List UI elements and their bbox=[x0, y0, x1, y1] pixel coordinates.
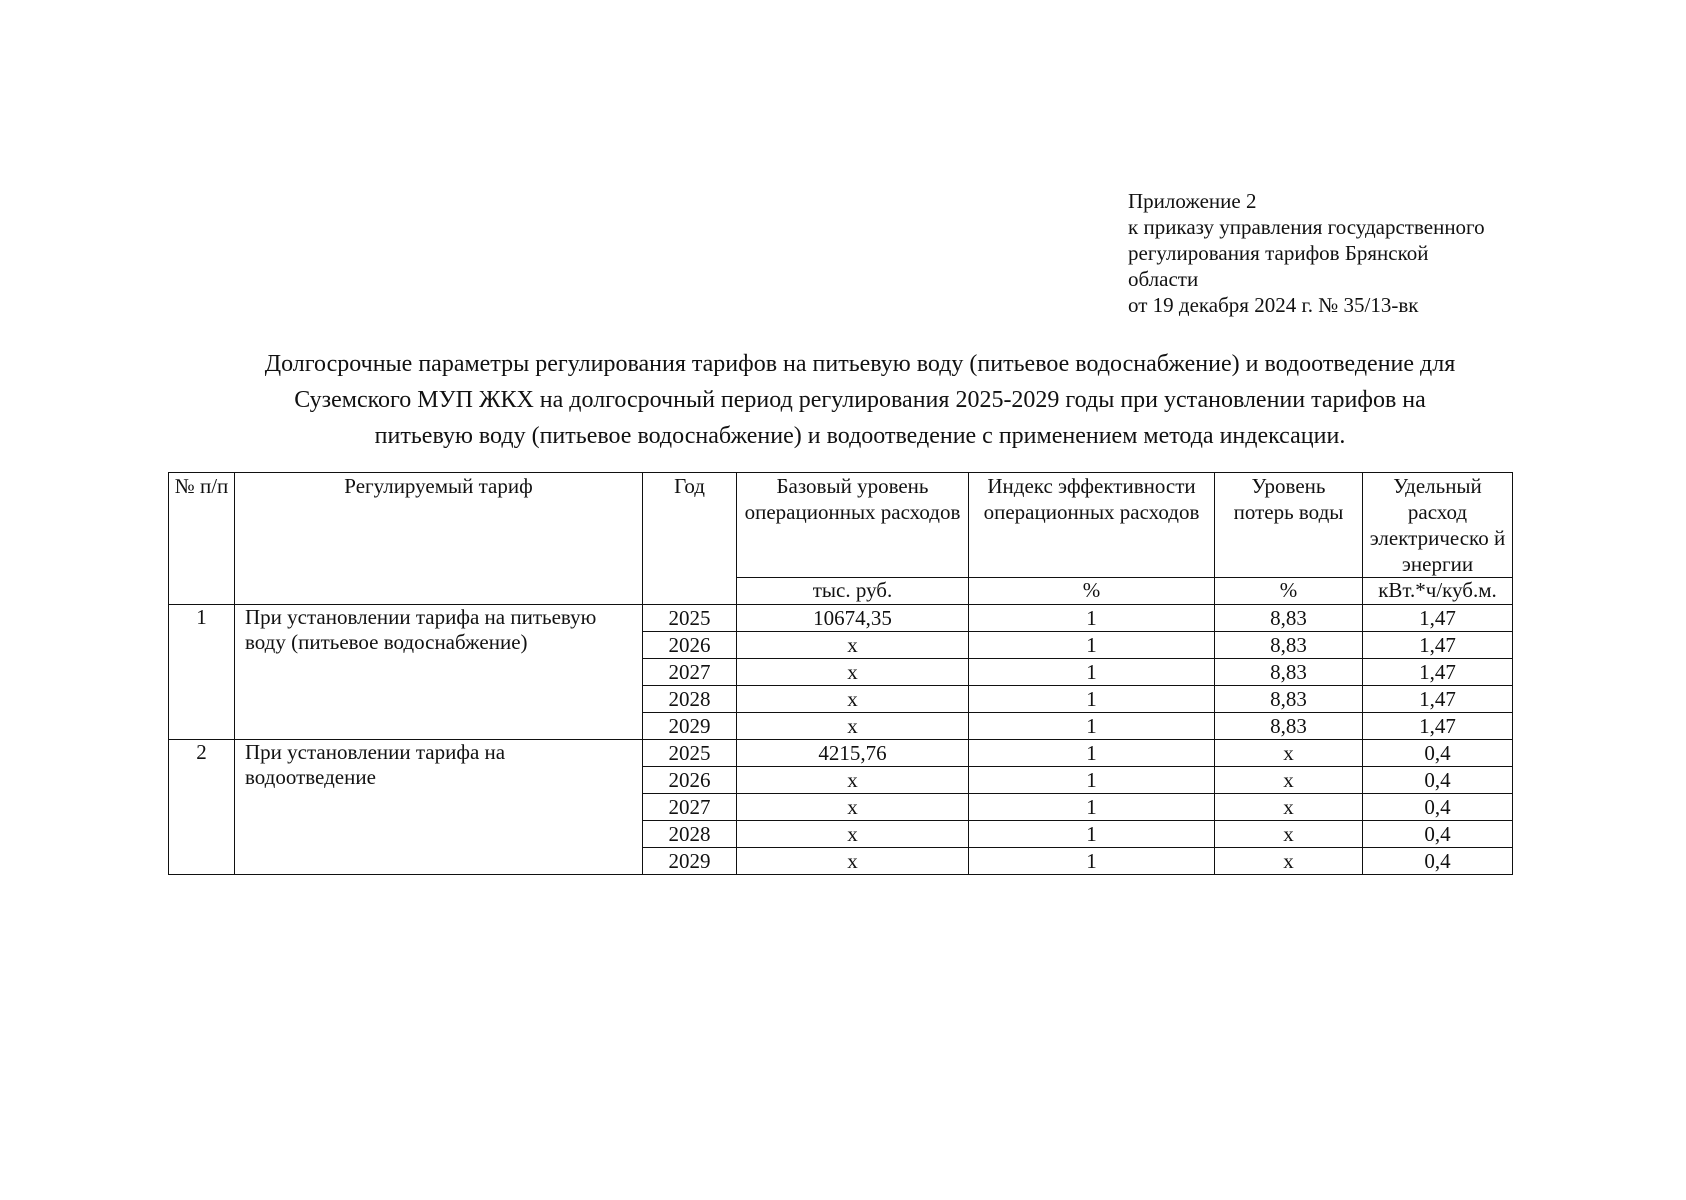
header-water-loss: Уровень потерь воды bbox=[1215, 473, 1363, 578]
cell-efficiency-index: 1 bbox=[969, 821, 1215, 848]
cell-energy-consumption: 0,4 bbox=[1363, 794, 1513, 821]
cell-year: 2025 bbox=[643, 605, 737, 632]
document-title bbox=[150, 346, 1570, 454]
unit-energy-consumption: кВт.*ч/куб.м. bbox=[1363, 578, 1513, 605]
cell-water-loss: х bbox=[1215, 794, 1363, 821]
cell-year: 2026 bbox=[643, 632, 737, 659]
cell-efficiency-index: 1 bbox=[969, 713, 1215, 740]
cell-year: 2027 bbox=[643, 659, 737, 686]
row-number: 2 bbox=[169, 740, 235, 875]
unit-base-level: тыс. руб. bbox=[737, 578, 969, 605]
header-row bbox=[169, 473, 1513, 578]
cell-energy-consumption: 1,47 bbox=[1363, 632, 1513, 659]
cell-efficiency-index: 1 bbox=[969, 632, 1215, 659]
cell-base-level: х bbox=[737, 686, 969, 713]
appendix-line: от 19 декабря 2024 г. № 35/13-вк bbox=[1128, 293, 1419, 317]
cell-energy-consumption: 1,47 bbox=[1363, 713, 1513, 740]
title-line: питьевую воду (питьевое водоснабжение) и водоотведение с применением метода индексации. bbox=[374, 423, 1346, 449]
header-number: № п/п bbox=[169, 473, 235, 605]
cell-water-loss: 8,83 bbox=[1215, 713, 1363, 740]
cell-water-loss: х bbox=[1215, 767, 1363, 794]
header-tariff: Регулируемый тариф bbox=[235, 473, 643, 605]
cell-efficiency-index: 1 bbox=[969, 659, 1215, 686]
cell-efficiency-index: 1 bbox=[969, 605, 1215, 632]
header-base-level: Базовый уровень операционных расходов bbox=[737, 473, 969, 578]
cell-year: 2029 bbox=[643, 848, 737, 875]
header-year: Год bbox=[643, 473, 737, 605]
cell-year: 2025 bbox=[643, 740, 737, 767]
cell-year: 2027 bbox=[643, 794, 737, 821]
row-number: 1 bbox=[169, 605, 235, 740]
unit-water-loss: % bbox=[1215, 578, 1363, 605]
appendix-line: к приказу управления государственного bbox=[1128, 215, 1485, 239]
cell-base-level: 4215,76 bbox=[737, 740, 969, 767]
header-energy-consumption: Удельный расход электрическо й энергии bbox=[1363, 473, 1513, 578]
table-row bbox=[169, 740, 1513, 767]
cell-energy-consumption: 0,4 bbox=[1363, 740, 1513, 767]
cell-water-loss: х bbox=[1215, 740, 1363, 767]
cell-year: 2026 bbox=[643, 767, 737, 794]
cell-energy-consumption: 1,47 bbox=[1363, 605, 1513, 632]
cell-energy-consumption: 0,4 bbox=[1363, 821, 1513, 848]
cell-base-level: х bbox=[737, 794, 969, 821]
cell-energy-consumption: 0,4 bbox=[1363, 767, 1513, 794]
cell-base-level: 10674,35 bbox=[737, 605, 969, 632]
cell-efficiency-index: 1 bbox=[969, 740, 1215, 767]
cell-efficiency-index: 1 bbox=[969, 767, 1215, 794]
cell-water-loss: 8,83 bbox=[1215, 686, 1363, 713]
cell-water-loss: х bbox=[1215, 821, 1363, 848]
cell-energy-consumption: 1,47 bbox=[1363, 686, 1513, 713]
cell-base-level: х bbox=[737, 659, 969, 686]
tariff-parameters-table bbox=[168, 472, 1513, 875]
title-line: Суземского МУП ЖКХ на долгосрочный период регулирования 2025-2029 годы при установлении тарифов на bbox=[294, 387, 1426, 413]
appendix-line: Приложение 2 bbox=[1128, 189, 1257, 213]
appendix-line: области bbox=[1128, 267, 1199, 291]
cell-year: 2028 bbox=[643, 686, 737, 713]
cell-water-loss: 8,83 bbox=[1215, 605, 1363, 632]
cell-year: 2029 bbox=[643, 713, 737, 740]
unit-efficiency-index: % bbox=[969, 578, 1215, 605]
cell-efficiency-index: 1 bbox=[969, 848, 1215, 875]
title-line: Долгосрочные параметры регулирования тарифов на питьевую воду (питьевое водоснабжение) и водоотведение для bbox=[264, 351, 1456, 377]
cell-water-loss: х bbox=[1215, 848, 1363, 875]
cell-water-loss: 8,83 bbox=[1215, 659, 1363, 686]
cell-year: 2028 bbox=[643, 821, 737, 848]
cell-base-level: х bbox=[737, 713, 969, 740]
cell-base-level: х bbox=[737, 632, 969, 659]
tariff-name: При установлении тарифа на водоотведение bbox=[235, 740, 643, 875]
table-row bbox=[169, 605, 1513, 632]
cell-energy-consumption: 1,47 bbox=[1363, 659, 1513, 686]
cell-base-level: х bbox=[737, 848, 969, 875]
cell-efficiency-index: 1 bbox=[969, 686, 1215, 713]
header-efficiency-index: Индекс эффективности операционных расходов bbox=[969, 473, 1215, 578]
tariff-name: При установлении тарифа на питьевую воду (питьевое водоснабжение) bbox=[235, 605, 643, 740]
appendix-note bbox=[1128, 188, 1608, 318]
appendix-line: регулирования тарифов Брянской bbox=[1128, 241, 1429, 265]
cell-efficiency-index: 1 bbox=[969, 794, 1215, 821]
cell-water-loss: 8,83 bbox=[1215, 632, 1363, 659]
cell-energy-consumption: 0,4 bbox=[1363, 848, 1513, 875]
cell-base-level: х bbox=[737, 767, 969, 794]
cell-base-level: х bbox=[737, 821, 969, 848]
